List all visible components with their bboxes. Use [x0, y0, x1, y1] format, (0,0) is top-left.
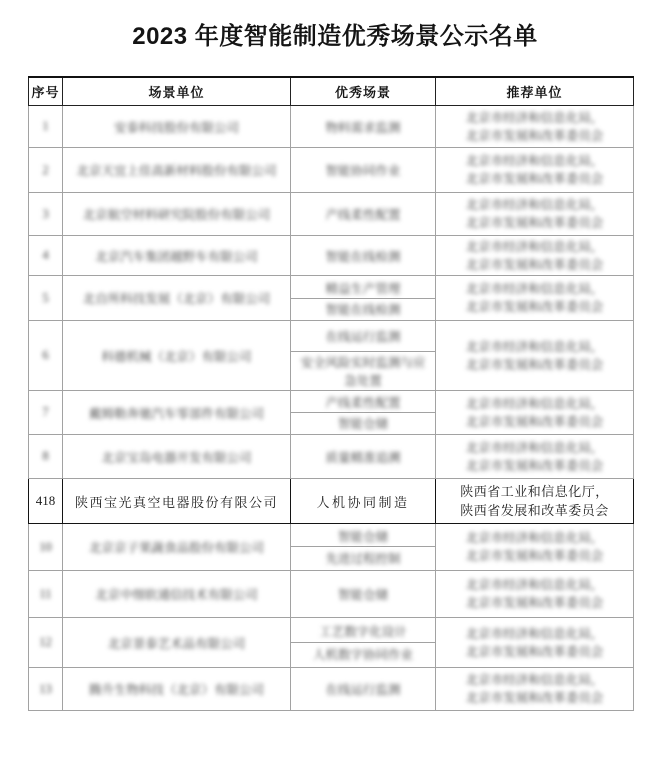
unit-cell [63, 618, 291, 668]
header-recommender: 推荐单位 [436, 77, 634, 106]
cell-text: 6 [42, 348, 49, 362]
unit-cell [63, 321, 291, 391]
table-row [29, 618, 634, 668]
scene-cell [291, 193, 436, 236]
table-row [29, 668, 634, 711]
cell-text: 智能仓储 [337, 530, 388, 544]
cell-text: 北京天宜上佳高新材料股份有限公司 [76, 164, 277, 178]
cell-text: 北京京子果蔬食品股份有限公司 [88, 541, 264, 555]
recommender-line [439, 413, 630, 431]
scene-sub-cell [291, 299, 435, 319]
unit-cell [63, 668, 291, 711]
row-number-cell [29, 618, 63, 668]
cell-text: 产线柔性配置 [325, 396, 401, 410]
cell-text: 精益生产管理 [325, 281, 401, 296]
cell-text: 5 [42, 290, 49, 305]
scene-cell [291, 106, 436, 148]
cell-text: 北京景泰艺术品有限公司 [107, 636, 246, 651]
recommender-line [439, 482, 630, 501]
cell-text: 在线运行监测 [325, 330, 401, 344]
cell-text: 北京市经济和信息化局， [465, 282, 604, 296]
page-title: 2023 年度智能制造优秀场景公示名单 [132, 23, 538, 50]
row-number-cell [29, 236, 63, 276]
recommender-cell [436, 479, 634, 524]
scene-cell [291, 668, 436, 711]
scene-cell [291, 479, 436, 524]
cell-text: 戴姆勒奔驰汽车零部件有限公司 [88, 406, 264, 421]
scene-cell [291, 391, 436, 435]
recommender-line [439, 152, 630, 170]
cell-text: 北京市经济和信息化局， [465, 110, 604, 125]
cell-text: 12 [39, 635, 52, 649]
cell-text: 北京市发展和改革委员会 [465, 172, 604, 186]
cell-text: 北京市发展和改革委员会 [465, 644, 604, 659]
scene-sub-cell [291, 572, 435, 617]
cell-text: 11 [39, 586, 52, 601]
cell-text: 陕西省发展和改革委员会 [460, 503, 609, 518]
cell-text: 北自所科技发展（北京）有限公司 [82, 292, 271, 306]
cell-text: 先进过程控制 [325, 551, 401, 566]
recommender-line [439, 643, 630, 661]
recommender-line [439, 439, 630, 457]
cell-text: 质量精准追溯 [325, 450, 401, 465]
cell-text: 北京市经济和信息化局， [465, 626, 604, 641]
unit-cell [63, 106, 291, 148]
table-row [29, 321, 634, 391]
cell-text: 陕西省工业和信息化厅， [460, 484, 609, 499]
row-number-cell [29, 391, 63, 435]
scene-sub-cell [291, 194, 435, 235]
scene-sub-cell [291, 643, 435, 666]
table-row [29, 479, 634, 524]
cell-text: 北京市发展和改革委员会 [465, 357, 604, 372]
cell-text: 北京市发展和改革委员会 [465, 458, 604, 473]
scene-sub-cell [291, 480, 435, 523]
scene-sub-cell [291, 620, 435, 643]
table-row [29, 106, 634, 148]
recommender-cell [436, 571, 634, 618]
cell-text: 人机协同制造 [316, 494, 410, 510]
scene-cell [291, 236, 436, 276]
recommender-line [439, 671, 630, 689]
unit-cell [63, 435, 291, 479]
cell-text: 北京市发展和改革委员会 [465, 216, 604, 230]
row-number-cell [29, 276, 63, 321]
scene-sub-cell [291, 321, 435, 352]
recommender-line [439, 356, 630, 374]
cell-text: 北京市经济和信息化局， [465, 578, 604, 592]
cell-text: 北京市经济和信息化局， [465, 440, 604, 455]
recommender-line [439, 109, 630, 127]
scenario-table [28, 76, 634, 711]
unit-cell [63, 391, 291, 435]
row-number-cell [29, 148, 63, 193]
scene-cell [291, 618, 436, 668]
cell-text: 北京市经济和信息化局， [465, 396, 604, 411]
cell-text: 智能仓储 [337, 588, 388, 602]
table-row [29, 435, 634, 479]
cell-text: 安全风险实时监测与应急处置 [300, 356, 426, 388]
header-unit: 场景单位 [63, 77, 291, 106]
table-row [29, 148, 634, 193]
cell-text: 北京市发展和改革委员会 [465, 257, 604, 272]
scene-cell [291, 571, 436, 618]
cell-text: 北京市发展和改革委员会 [465, 596, 604, 610]
row-number-cell [29, 193, 63, 236]
scene-sub-cell [291, 107, 435, 147]
cell-text: 北京市发展和改革委员会 [465, 414, 604, 429]
recommender-line [439, 238, 630, 256]
row-number-cell [29, 571, 63, 618]
cell-text: 北京市发展和改革委员会 [465, 128, 604, 143]
unit-cell [63, 524, 291, 571]
unit-cell [63, 236, 291, 276]
recommender-line [439, 127, 630, 145]
table-row [29, 524, 634, 571]
scene-sub-cell [291, 526, 435, 547]
cell-text: 北京市经济和信息化局， [465, 239, 604, 254]
cell-text: 13 [39, 681, 52, 696]
cell-text: 物料需求监测 [325, 120, 401, 135]
cell-text: 北京市发展和改革委员会 [465, 300, 604, 314]
unit-cell [63, 479, 291, 524]
cell-text: 在线运行监测 [325, 683, 401, 697]
header-row [29, 77, 634, 106]
cell-text: 智能在线检测 [325, 249, 401, 264]
scene-sub-cell [291, 237, 435, 275]
cell-text: 安泰科技股份有限公司 [113, 120, 239, 135]
header-index: 序号 [29, 77, 63, 106]
unit-cell [63, 276, 291, 321]
table-row [29, 236, 634, 276]
row-number-cell [29, 106, 63, 148]
cell-text: 产线柔性配置 [325, 208, 401, 222]
row-number-cell [29, 479, 63, 524]
header-scene: 优秀场景 [291, 77, 436, 106]
recommender-line [439, 529, 630, 547]
scene-sub-cell [291, 436, 435, 478]
recommender-line [439, 625, 630, 643]
scene-cell [291, 435, 436, 479]
recommender-cell [436, 391, 634, 435]
cell-text: 智能协同作业 [325, 164, 401, 178]
unit-cell [63, 148, 291, 193]
table-row [29, 391, 634, 435]
recommender-line [439, 256, 630, 274]
cell-text: 智能在线检测 [325, 302, 401, 317]
scene-sub-cell [291, 278, 435, 299]
table-body [29, 106, 634, 711]
recommender-cell [436, 618, 634, 668]
recommender-cell [436, 668, 634, 711]
cell-text: 8 [42, 449, 49, 463]
cell-text: 陕西宝光真空电器股份有限公司 [74, 494, 278, 510]
scene-cell [291, 524, 436, 571]
cell-text: 北京宝岛电器开发有限公司 [101, 450, 252, 465]
cell-text: 北京市经济和信息化局， [465, 339, 604, 354]
recommender-cell [436, 435, 634, 479]
scene-sub-cell [291, 392, 435, 413]
cell-text: 腾升生物科技（北京）有限公司 [88, 683, 264, 697]
cell-text: 科德机械（北京）有限公司 [101, 349, 252, 364]
row-number-cell [29, 524, 63, 571]
cell-text: 北京航空材料研究院股份有限公司 [82, 208, 271, 222]
cell-text: 2 [42, 162, 49, 177]
scene-cell [291, 321, 436, 391]
scene-sub-cell [291, 413, 435, 433]
scene-sub-cell [291, 352, 435, 390]
cell-text: 人机数字协同作业 [312, 648, 413, 662]
unit-cell [63, 193, 291, 236]
cell-text: 4 [42, 248, 49, 262]
recommender-cell [436, 106, 634, 148]
cell-text: 10 [39, 539, 52, 554]
table-row [29, 571, 634, 618]
scene-sub-cell [291, 149, 435, 192]
cell-text: 北京市经济和信息化局， [465, 154, 604, 168]
recommender-line [439, 457, 630, 475]
cell-text: 北京市经济和信息化局， [465, 531, 604, 545]
cell-text: 智能仓储 [337, 417, 388, 431]
recommender-line [439, 338, 630, 356]
table-row [29, 276, 634, 321]
table-row [29, 193, 634, 236]
recommender-line [439, 196, 630, 214]
recommender-line [439, 280, 630, 298]
recommender-cell [436, 236, 634, 276]
scene-sub-cell [291, 547, 435, 568]
unit-cell [63, 571, 291, 618]
recommender-line [439, 689, 630, 707]
cell-text: 418 [35, 493, 56, 508]
recommender-cell [436, 193, 634, 236]
row-number-cell [29, 321, 63, 391]
scene-cell [291, 148, 436, 193]
recommender-line [439, 594, 630, 612]
recommender-line [439, 395, 630, 413]
cell-text: 北京汽车集团越野车有限公司 [95, 249, 258, 264]
recommender-line [439, 501, 630, 520]
scene-cell [291, 276, 436, 321]
table-header [29, 77, 634, 106]
cell-text: 北京市经济和信息化局， [465, 673, 604, 687]
recommender-line [439, 170, 630, 188]
cell-text: 北京市经济和信息化局， [465, 198, 604, 212]
recommender-line [439, 547, 630, 565]
recommender-cell [436, 148, 634, 193]
cell-text: 北京市发展和改革委员会 [465, 549, 604, 563]
recommender-cell [436, 524, 634, 571]
recommender-cell [436, 276, 634, 321]
recommender-line [439, 298, 630, 316]
cell-text: 1 [42, 119, 49, 133]
cell-text: 北京中细软通信技术有限公司 [95, 588, 258, 602]
cell-text: 北京市发展和改革委员会 [465, 691, 604, 705]
recommender-line [439, 576, 630, 594]
scene-sub-cell [291, 669, 435, 710]
cell-text: 7 [42, 405, 49, 419]
row-number-cell [29, 435, 63, 479]
recommender-line [439, 214, 630, 232]
cell-text: 3 [42, 206, 49, 221]
row-number-cell [29, 668, 63, 711]
cell-text: 工艺数字化设计 [319, 624, 407, 639]
recommender-cell [436, 321, 634, 391]
